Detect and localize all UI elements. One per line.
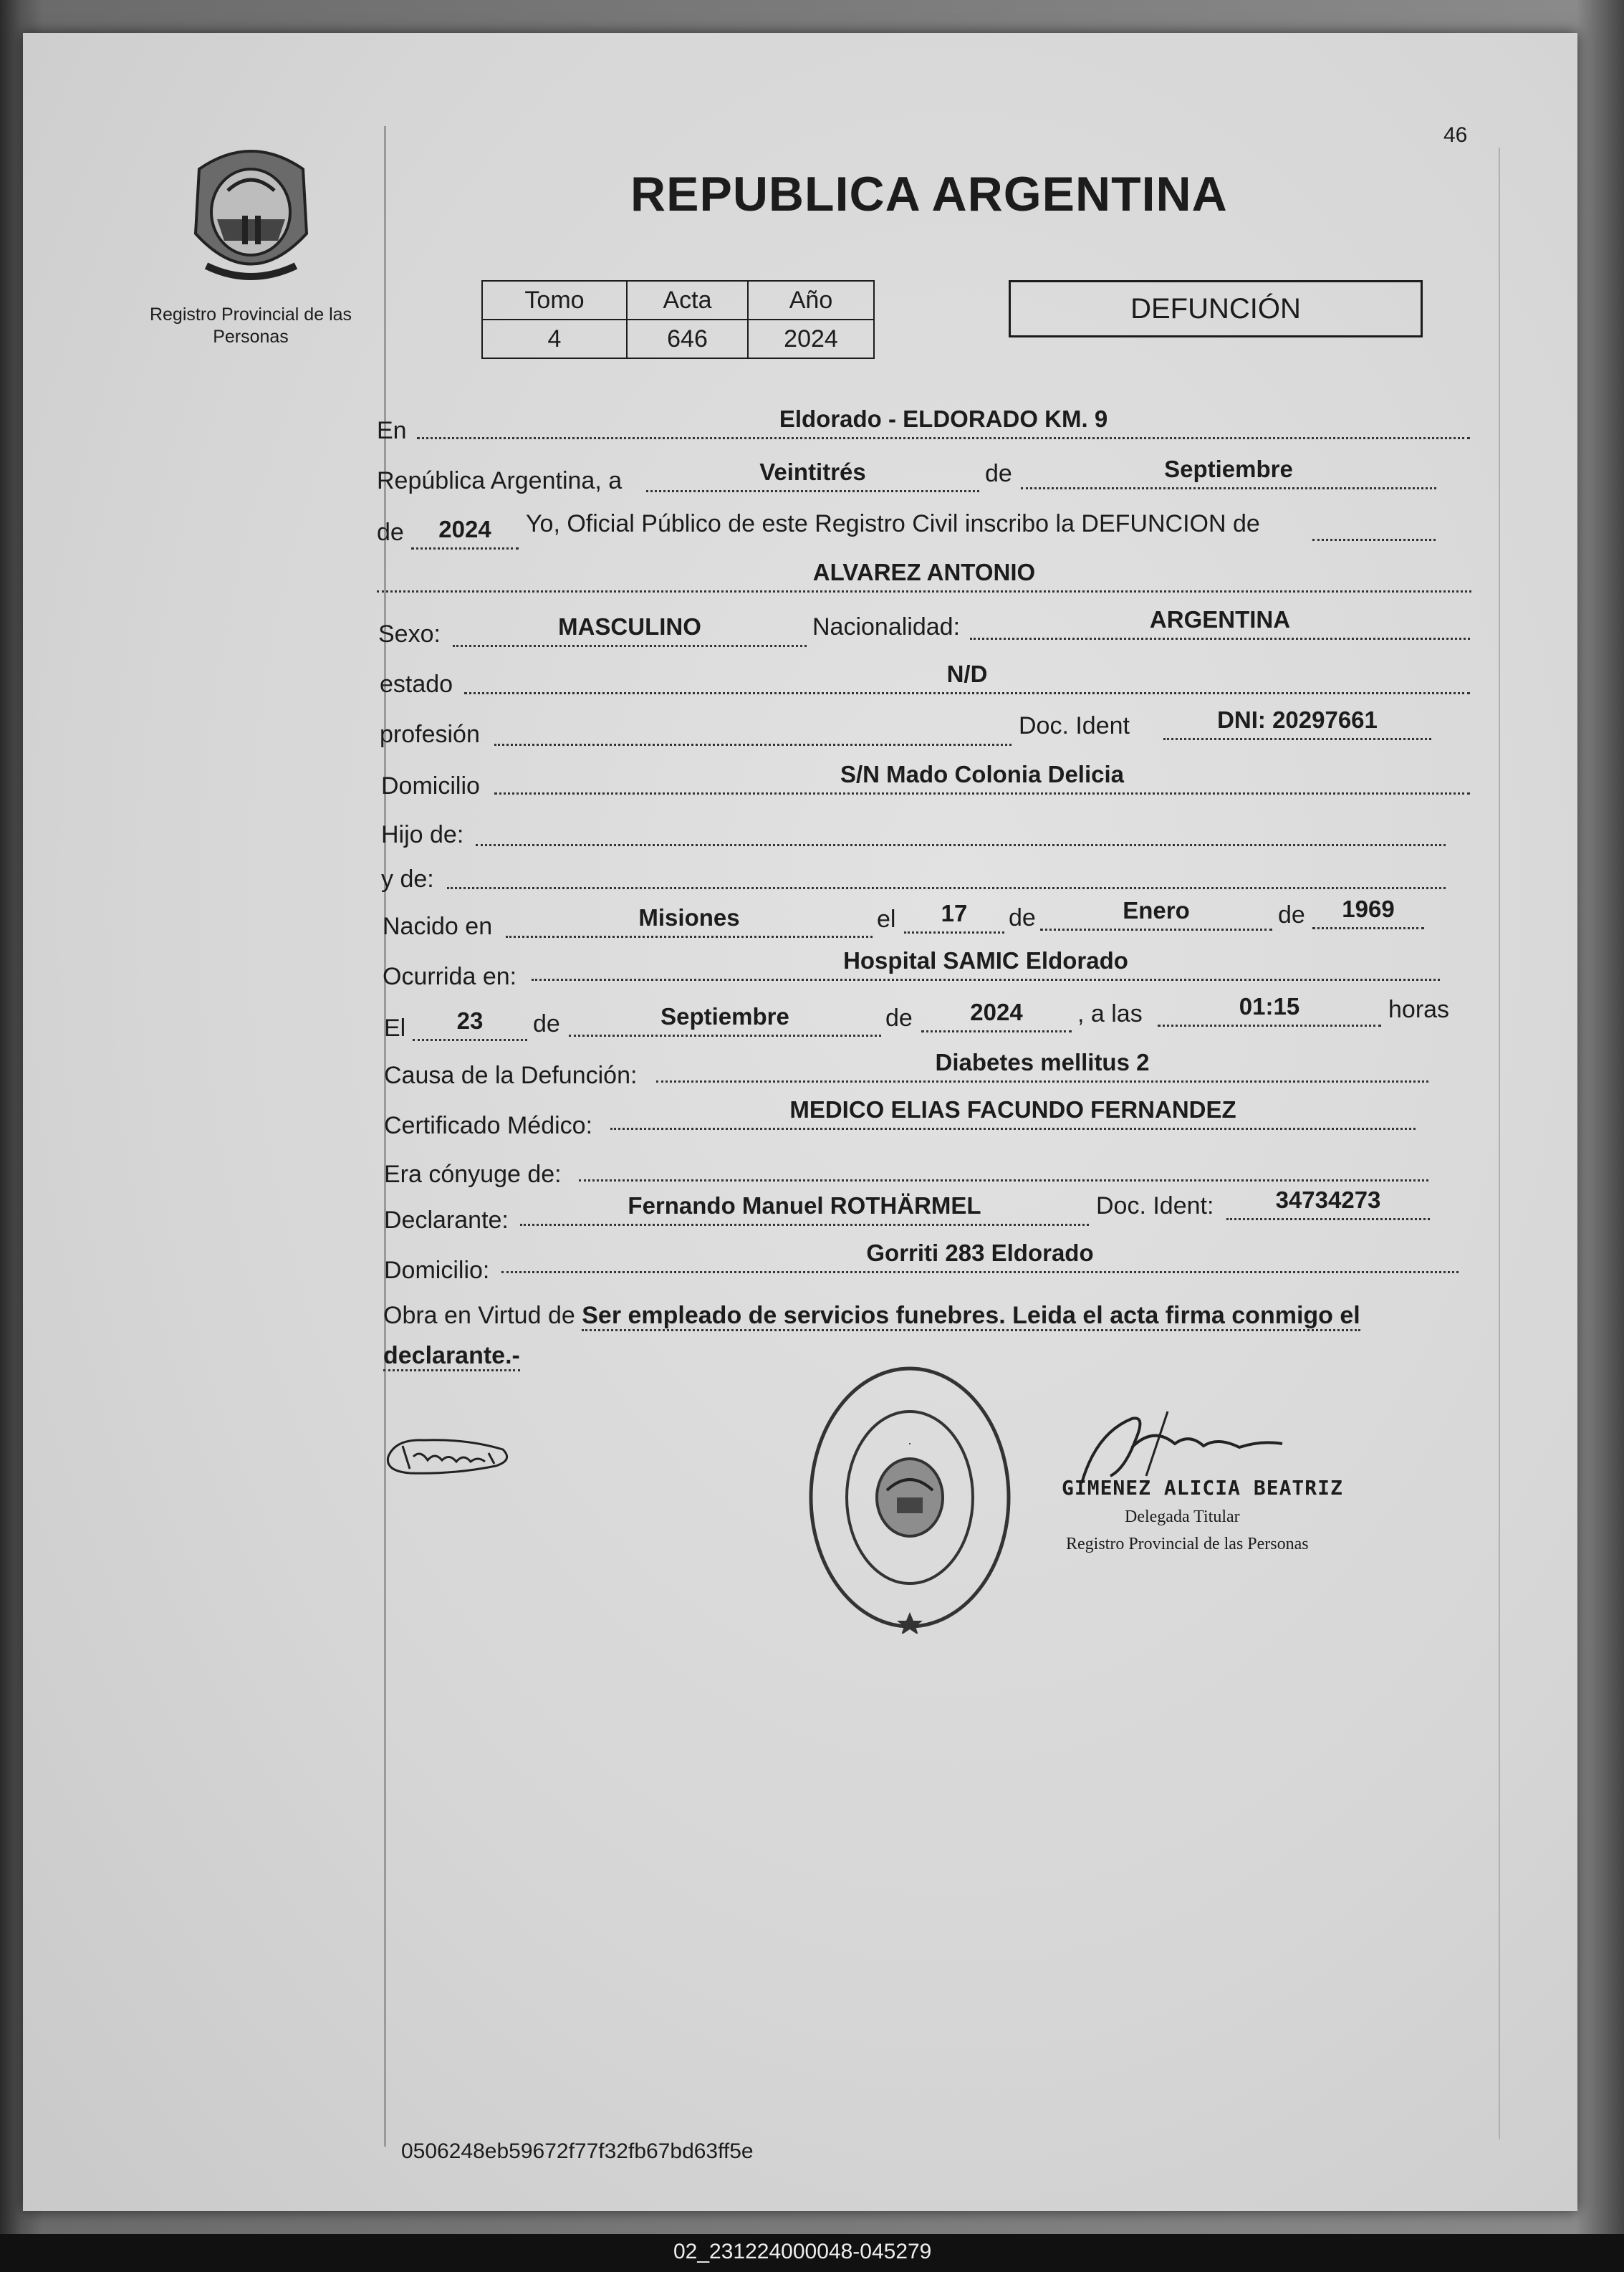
register-table	[481, 280, 875, 359]
label-domicilio: Domicilio	[381, 772, 480, 800]
label-el: el	[877, 906, 896, 933]
value-causa: Diabetes mellitus 2	[656, 1049, 1428, 1083]
label-doc-ident: Doc. Ident	[1019, 712, 1130, 739]
tomo-header: Tomo	[482, 281, 627, 320]
value-nacido-dia: 17	[904, 900, 1004, 934]
file-id: 02_231224000048-045279	[673, 2240, 932, 2263]
register-value-row	[482, 320, 874, 358]
registry-label: Registro Provincial de las Personas	[149, 305, 352, 347]
value-declarante-doc: 34734273	[1226, 1187, 1430, 1220]
file-id-bar	[0, 2234, 1624, 2272]
value-nacido-lugar: Misiones	[506, 904, 873, 938]
filler-line	[1312, 510, 1436, 541]
value-def-mes: Septiembre	[569, 1003, 881, 1037]
label-de-anio: de	[377, 519, 404, 546]
value-profesion	[494, 712, 1012, 746]
value-domicilio: S/N Mado Colonia Delicia	[494, 761, 1470, 795]
document-hash: 0506248eb59672f77f32fb67bd63ff5e	[401, 2139, 754, 2163]
value-nacido-anio: 1969	[1312, 896, 1424, 929]
official-seal-icon	[802, 1361, 1017, 1634]
value-dni: DNI: 20297661	[1163, 706, 1431, 740]
page-number: 46	[1443, 123, 1468, 147]
label-el-fecha: El	[384, 1015, 406, 1042]
label-doc-ident-declarante: Doc. Ident:	[1096, 1192, 1214, 1219]
official-name: GIMENEZ ALICIA BEATRIZ	[1062, 1476, 1343, 1500]
label-yo-oficial: Yo, Oficial Público de este Registro Civil inscribo la DEFUNCION de	[526, 510, 1260, 537]
label-republica: República Argentina, a	[377, 467, 623, 494]
label-a-las: , a las	[1077, 1000, 1143, 1027]
value-y-de	[447, 857, 1446, 889]
label-obra: Obra en Virtud de	[383, 1302, 575, 1329]
value-def-anio: 2024	[921, 999, 1072, 1032]
anio-header: Año	[748, 281, 874, 320]
tomo-value: 4	[482, 320, 627, 358]
acta-header: Acta	[627, 281, 748, 320]
official-role: Delegada Titular	[1125, 1508, 1240, 1526]
label-domicilio-declarante: Domicilio:	[384, 1257, 490, 1284]
value-declarante-domicilio: Gorriti 283 Eldorado	[501, 1240, 1459, 1273]
label-sexo: Sexo:	[378, 620, 441, 648]
value-def-dia: 23	[413, 1007, 527, 1041]
label-de-nacido-mes: de	[1009, 904, 1036, 931]
label-de-def-anio: de	[885, 1005, 913, 1032]
label-nacionalidad: Nacionalidad:	[812, 613, 961, 641]
value-def-hora: 01:15	[1158, 993, 1381, 1027]
value-hijo-de	[476, 814, 1446, 846]
right-margin-rule	[1499, 148, 1500, 2139]
register-header-row	[482, 281, 874, 320]
value-declarante: Fernando Manuel ROTHÄRMEL	[520, 1192, 1089, 1226]
value-estado: N/D	[464, 661, 1470, 694]
label-horas: horas	[1388, 996, 1450, 1023]
label-causa: Causa de la Defunción:	[384, 1062, 638, 1089]
value-anio: 2024	[411, 516, 519, 550]
document-title: REPUBLICA ARGENTINA	[630, 167, 1228, 221]
value-obra: Ser empleado de servicios funebres. Leida el acta firma conmigo el declarante.-	[383, 1302, 1360, 1371]
value-nacionalidad: ARGENTINA	[970, 606, 1470, 640]
label-de-mes: de	[985, 460, 1012, 487]
label-conyuge: Era cónyuge de:	[384, 1161, 562, 1188]
value-nombre: ALVAREZ ANTONIO	[377, 559, 1471, 593]
declarant-signature-icon	[381, 1432, 517, 1482]
label-de-nacido-anio: de	[1278, 901, 1305, 929]
label-en: En	[377, 417, 407, 444]
value-sexo: MASCULINO	[453, 613, 807, 647]
label-profesion: profesión	[380, 721, 480, 748]
label-ocurrida-en: Ocurrida en:	[383, 963, 517, 990]
acta-value: 646	[627, 320, 748, 358]
value-certificado: MEDICO ELIAS FACUNDO FERNANDEZ	[610, 1096, 1416, 1130]
act-type-box: DEFUNCIÓN	[1009, 280, 1423, 337]
value-mes: Septiembre	[1021, 456, 1436, 489]
label-de-def-mes: de	[533, 1010, 560, 1037]
official-org: Registro Provincial de las Personas	[1066, 1535, 1309, 1553]
label-declarante: Declarante:	[384, 1207, 509, 1234]
provincial-crest-icon	[185, 140, 317, 287]
label-hijo-de: Hijo de:	[381, 821, 464, 848]
label-estado: estado	[380, 671, 453, 698]
svg-text:·: ·	[908, 1436, 912, 1450]
label-nacido-en: Nacido en	[383, 913, 493, 940]
value-nacido-mes: Enero	[1040, 897, 1272, 931]
value-dia-letras: Veintitrés	[646, 459, 979, 492]
value-conyuge	[579, 1149, 1428, 1181]
value-lugar: Eldorado - ELDORADO KM. 9	[417, 406, 1470, 439]
label-certificado: Certificado Médico:	[384, 1112, 593, 1139]
anio-value: 2024	[748, 320, 874, 358]
label-y-de: y de:	[381, 866, 434, 893]
value-ocurrida: Hospital SAMIC Eldorado	[532, 947, 1440, 981]
